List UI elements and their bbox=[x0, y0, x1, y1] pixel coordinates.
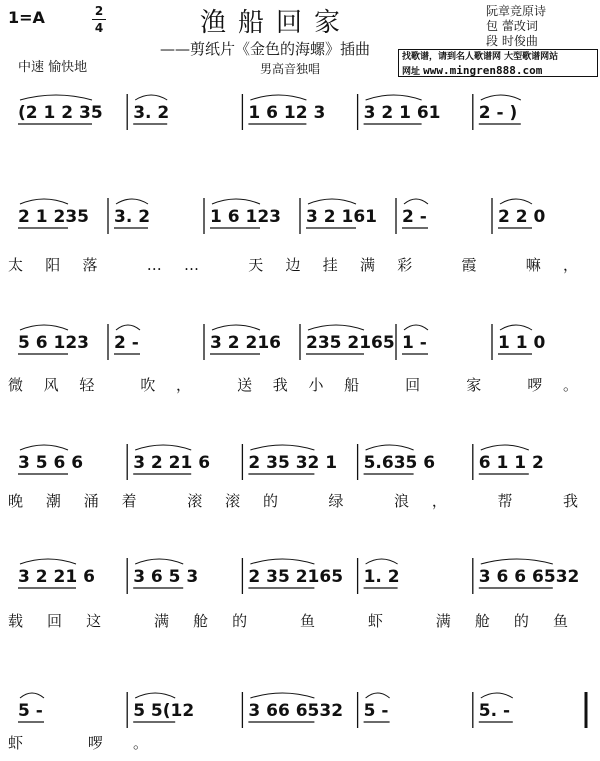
measure-notes: 1 6 123 bbox=[210, 207, 281, 227]
measure-notes: 5 5(12 bbox=[133, 701, 195, 721]
measure-notes: 5.635 6 bbox=[363, 453, 436, 473]
slur-arc bbox=[481, 559, 553, 564]
slur-arc bbox=[404, 325, 428, 330]
measure-notes: 3. 2 bbox=[133, 103, 170, 123]
measure-notes: 3. 2 bbox=[114, 207, 151, 227]
tempo-marking: 中速 愉快地 bbox=[18, 60, 88, 75]
slur-arc bbox=[20, 559, 76, 564]
measure-notes: 5. - bbox=[478, 701, 511, 721]
slur-arc bbox=[116, 199, 148, 204]
slur-arc bbox=[366, 445, 414, 450]
slur-arc bbox=[135, 693, 175, 698]
measure-notes: (2 1 2 35 bbox=[18, 103, 103, 123]
slur-arc bbox=[20, 199, 68, 204]
lyric-line: 微风轻 吹， 送我小船 回 家 啰。 bbox=[8, 376, 578, 394]
slur-arc bbox=[20, 95, 92, 100]
measure-notes: 1. 2 bbox=[363, 567, 400, 587]
time-signature-bottom: 4 bbox=[94, 21, 104, 35]
measure-notes: 3 6 5 3 bbox=[133, 567, 199, 587]
measure-notes: 1 1 0 bbox=[498, 333, 546, 353]
credit-poem: 阮章竞原诗 bbox=[486, 4, 547, 18]
measure-notes: 2 35 32 1 bbox=[248, 453, 338, 473]
slur-arc bbox=[20, 445, 68, 450]
measure-notes: 3 6 6 6532 bbox=[478, 567, 580, 587]
song-title: 渔船回家 bbox=[200, 8, 353, 38]
time-signature-top: 2 bbox=[94, 4, 104, 18]
measure-notes: 2 35 2165 bbox=[248, 567, 344, 587]
song-subtitle: ——剪纸片《金色的海螺》插曲 bbox=[160, 40, 371, 58]
measure-notes: 5 6 123 bbox=[18, 333, 89, 353]
slur-arc bbox=[500, 199, 532, 204]
measure-notes: 3 2 161 bbox=[306, 207, 377, 227]
slur-arc bbox=[481, 445, 529, 450]
slur-arc bbox=[20, 325, 68, 330]
slur-arc bbox=[135, 445, 191, 450]
measure-notes: 3 2 1 61 bbox=[363, 103, 441, 123]
measure-notes: 5 - bbox=[363, 701, 389, 721]
slur-arc bbox=[116, 325, 140, 330]
slur-arc bbox=[250, 559, 314, 564]
slur-arc bbox=[212, 199, 260, 204]
measure-notes: 2 1 235 bbox=[18, 207, 89, 227]
credit-lyrics: 包 蕾改词 bbox=[486, 19, 538, 33]
slur-arc bbox=[366, 693, 390, 698]
slur-arc bbox=[481, 95, 521, 100]
slur-arc bbox=[500, 325, 532, 330]
measure-notes: 6 1 1 2 bbox=[478, 453, 544, 473]
slur-arc bbox=[404, 199, 428, 204]
slur-arc bbox=[250, 445, 314, 450]
slur-arc bbox=[135, 559, 183, 564]
measure-notes: 3 5 6 6 bbox=[18, 453, 84, 473]
slur-arc bbox=[135, 95, 167, 100]
measure-notes: 2 - ) bbox=[478, 103, 518, 123]
slur-arc bbox=[250, 693, 314, 698]
slur-arc bbox=[308, 325, 364, 330]
credit-music: 段 时俊曲 bbox=[486, 34, 538, 48]
measure-notes: 1 - bbox=[402, 333, 427, 353]
slur-arc bbox=[308, 199, 356, 204]
slur-arc bbox=[250, 95, 306, 100]
measure-notes: 235 2165 bbox=[306, 333, 395, 353]
slur-arc bbox=[366, 559, 398, 564]
measure-notes: 1 6 12 3 bbox=[248, 103, 326, 123]
lyric-line: 虾 啰。 bbox=[8, 734, 148, 752]
slur-arc bbox=[366, 95, 422, 100]
measure-notes: 3 2 21 6 bbox=[18, 567, 95, 587]
measure-notes: 3 2 21 6 bbox=[133, 453, 211, 473]
lyric-line: 太阳落 …… 天边挂满彩 霞 嘛， bbox=[8, 256, 578, 274]
measure-notes: 3 2 216 bbox=[210, 333, 281, 353]
key-signature: 1=A bbox=[8, 8, 45, 27]
measure-notes: 2 2 0 bbox=[498, 207, 546, 227]
banner-prefix: 网址 bbox=[402, 67, 424, 77]
measure-notes: 2 - bbox=[402, 207, 427, 227]
measure-notes: 5 - bbox=[18, 701, 43, 721]
lyric-line: 晚潮涌着 滚滚的 绿 浪， 帮 我 bbox=[8, 492, 578, 510]
measure-notes: 3 66 6532 bbox=[248, 701, 344, 721]
performance-note: 男高音独唱 bbox=[260, 62, 321, 76]
banner-url[interactable]: www.mingren888.com bbox=[423, 64, 543, 77]
banner-line-1: 找歌谱，请到名人歌谱网 大型歌谱网站 bbox=[402, 52, 559, 62]
lyric-line: 载回这 满舱的 鱼 虾 满舱的鱼 bbox=[8, 612, 568, 630]
measure-notes: 2 - bbox=[114, 333, 139, 353]
slur-arc bbox=[481, 693, 513, 698]
slur-arc bbox=[20, 693, 44, 698]
slur-arc bbox=[212, 325, 260, 330]
